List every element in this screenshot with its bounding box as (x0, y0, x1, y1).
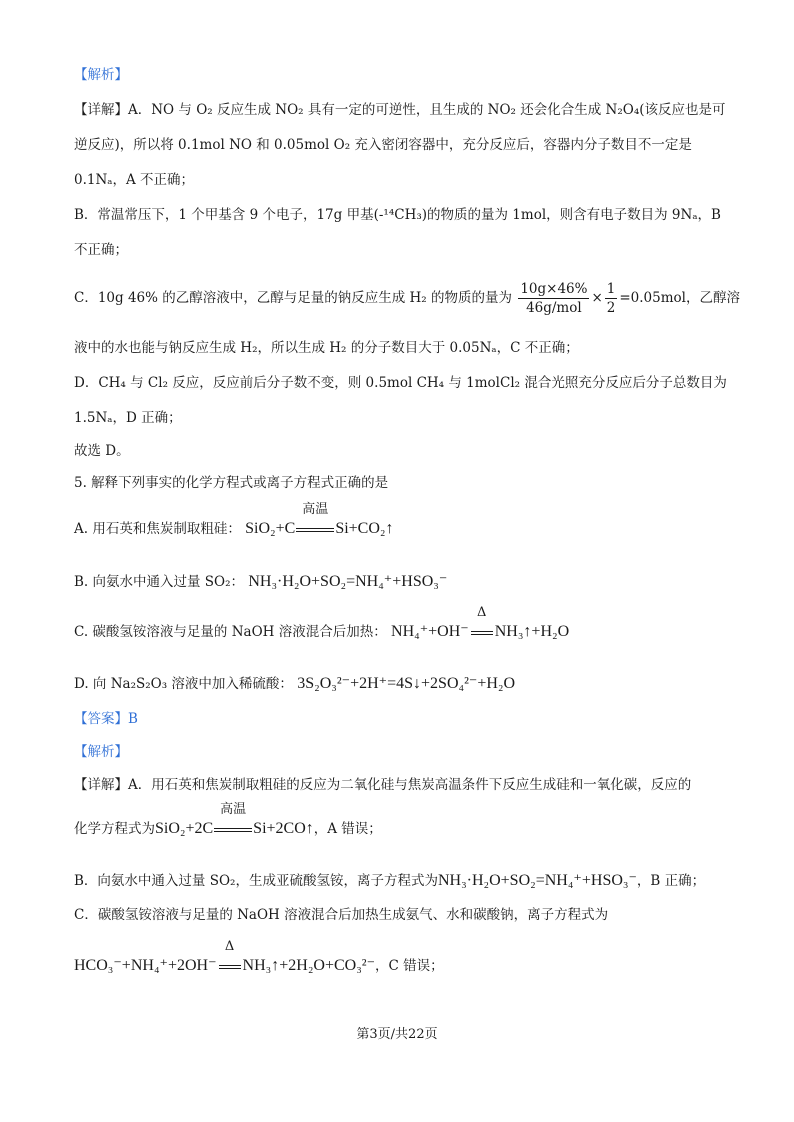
text-line: 故选 D。 (74, 443, 130, 459)
equation-right: NH₃↑+H₂O (494, 623, 570, 640)
option-label: D. 向 Na₂S₂O₃ 溶液中加入稀硫酸： (74, 676, 293, 692)
equation-right: Si+2CO↑ (253, 820, 314, 837)
equation-left: SiO₂+C (245, 520, 296, 537)
fraction-numerator: 1 (606, 281, 616, 297)
text-line: 【详解】A．用石英和焦炭制取粗硅的反应为二氧化硅与焦炭高温条件下反应生成硅和一氧化碳，反应的 (74, 777, 692, 793)
fraction (518, 280, 589, 317)
reaction-condition (469, 605, 495, 641)
equals-bar (296, 528, 334, 532)
text-segment: ，C 错误； (375, 958, 444, 974)
equals-bar (471, 631, 493, 635)
answer-heading: 【答案】B (74, 711, 138, 727)
option-label: C. 碳酸氢铵溶液与足量的 NaOH 溶液混合后加热： (74, 624, 387, 640)
equation: 3S₂O₃²⁻+2H⁺=4S↓+2SO₄²⁻+H₂O (297, 675, 516, 692)
option-d (74, 675, 515, 693)
text-line: D．CH₄ 与 Cl₂ 反应，反应前后分子数不变，则 0.5mol CH₄ 与 1molCl₂ 混合光照充分反应后分子总数目为 (74, 375, 727, 391)
equation-left: NH₄⁺+OH⁻ (391, 623, 469, 640)
option-label: A. 用石英和焦炭制取粗硅： (74, 521, 241, 537)
option-label: B. 向氨水中通入过量 SO₂： (74, 574, 245, 590)
option-b (74, 573, 447, 591)
fraction (605, 280, 618, 317)
page-footer: 第3页/共22页 (356, 1027, 438, 1042)
reaction-condition (295, 502, 335, 538)
text-line: 【详解】A．NO 与 O₂ 反应生成 NO₂ 具有一定的可逆性，且生成的 NO₂ 还会化合生成 N₂O₄(该反应也是可 (74, 102, 726, 118)
equation-line (74, 939, 444, 975)
text-line-with-equation (74, 802, 382, 838)
question-stem: 5. 解释下列事实的化学方程式或离子方程式正确的是 (74, 475, 389, 491)
equals-bar (214, 828, 252, 832)
text-line: 1.5Nₐ，D 正确； (74, 410, 182, 426)
option-c (74, 605, 570, 641)
text-line: 不正确； (74, 242, 128, 258)
text-segment: C．10g 46% 的乙醇溶液中，乙醇与足量的钠反应生成 H₂ 的物质的量为 (74, 290, 513, 306)
text-line: B．常温常压下，1 个甲基含 9 个电子，17g 甲基(-¹⁴CH₃)的物质的量为 1mol，则含有电子数目为 9Nₐ，B (74, 207, 721, 223)
text-line: C．碳酸氢铵溶液与足量的 NaOH 溶液混合后加热生成氨气、水和碳酸钠，离子方程式为 (74, 907, 609, 923)
text-line: 0.1Nₐ，A 不正确； (74, 172, 195, 188)
text-line: 逆反应)，所以将 0.1mol NO 和 0.05mol O₂ 充入密闭容器中，充分反应后，容器内分子数目不一定是 (74, 137, 692, 153)
equation-left: HCO₃⁻+NH₄⁺+2OH⁻ (74, 957, 217, 974)
text-segment: ，B 正确； (636, 873, 706, 889)
text-segment: ，A 错误； (313, 821, 382, 837)
heat-symbol: Δ (477, 605, 487, 620)
fraction-denominator: 2 (606, 300, 616, 316)
reaction-condition (213, 802, 253, 838)
equation-right: Si+CO₂↑ (335, 520, 394, 537)
condition-label: 高温 (220, 802, 247, 817)
equation: NH₃·H₂O+SO₂=NH₄⁺+HSO₃⁻ (248, 573, 448, 590)
equals-bar (219, 965, 241, 969)
equation-right: NH₃↑+2H₂O+CO₃²⁻ (242, 957, 376, 974)
text-segment: B．向氨水中通入过量 SO₂，生成亚硫酸氢铵，离子方程式为 (74, 873, 438, 889)
text-segment: 化学方程式为 (74, 821, 155, 837)
analysis-heading: 【解析】 (74, 67, 128, 83)
times-sign: × (591, 290, 603, 306)
analysis-heading: 【解析】 (74, 744, 128, 760)
equation-left: SiO₂+2C (155, 820, 214, 837)
text-segment: =0.05mol，乙醇溶 (619, 290, 740, 306)
reaction-condition (217, 939, 243, 975)
text-line-with-equation (74, 872, 705, 890)
text-line-with-fraction (74, 280, 740, 317)
option-a (74, 502, 394, 538)
heat-symbol: Δ (224, 939, 235, 954)
text-line: 液中的水也能与钠反应生成 H₂，所以生成 H₂ 的分子数目大于 0.05Nₐ，C 不正确； (74, 340, 579, 356)
fraction-numerator: 10g×46% (520, 281, 588, 297)
equation: NH₃·H₂O+SO₂=NH₄⁺+HSO₃⁻ (437, 872, 637, 889)
condition-label: 高温 (302, 502, 329, 517)
fraction-denominator: 46g/mol (526, 300, 582, 316)
